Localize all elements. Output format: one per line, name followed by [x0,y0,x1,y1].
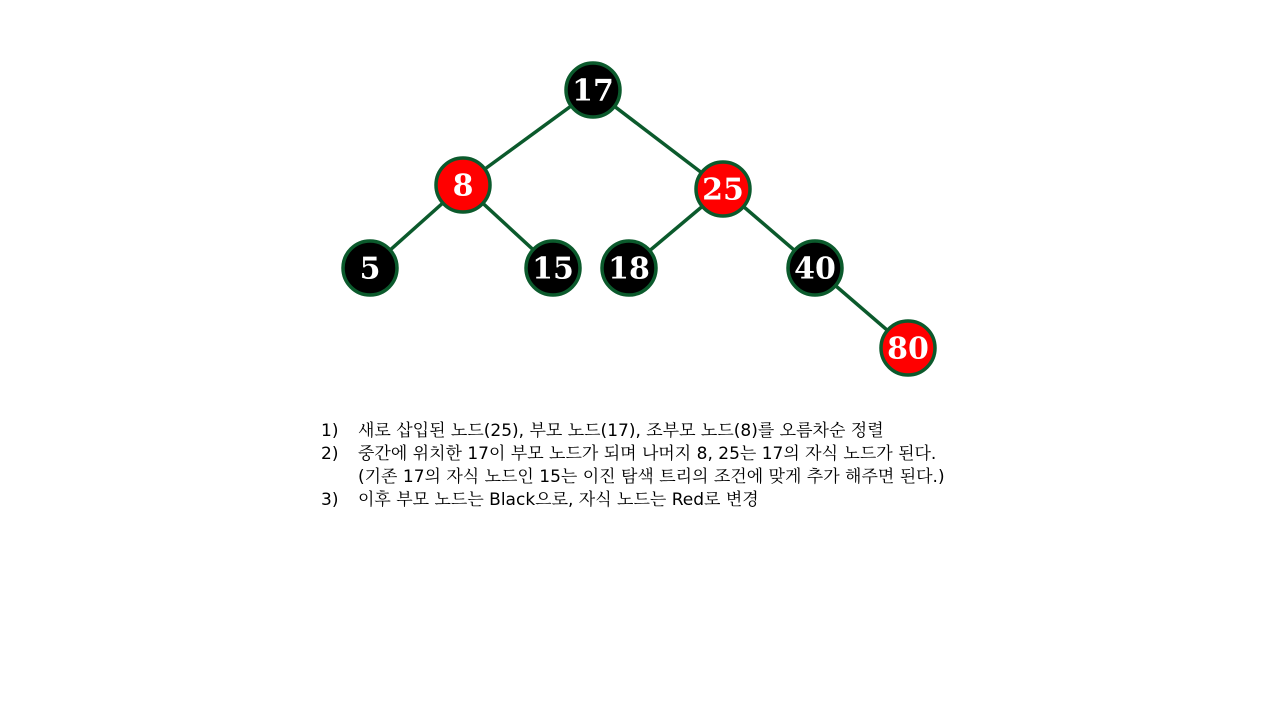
tree-node-18 [602,241,656,295]
explanation-list [321,420,961,512]
step-2 [321,443,961,489]
node-label: 5 [359,251,381,287]
node-label: 40 [794,251,836,287]
tree-node-25 [696,162,750,216]
step-3 [321,489,961,512]
tree-node-80 [881,321,935,375]
node-label: 17 [572,73,614,109]
tree-node-17 [566,63,620,117]
step-2-text: 중간에 위치한 17이 부모 노드가 되며 나머지 8, 25는 17의 자식 노드가 된다. (기존 17의 자식 노드인 15는 이진 탐색 트리의 조건에 맞게 추가 해주면 된다.) [358,444,945,487]
tree-node-15 [526,241,580,295]
step-1-text: 새로 삽입된 노드(25), 부모 노드(17), 조부모 노드(8)를 오름차순 정렬 [358,421,884,441]
node-label: 25 [702,172,744,208]
step-2-number: 2) [321,444,339,464]
tree-node-8 [436,158,490,212]
node-label: 8 [452,168,474,204]
node-label: 80 [887,331,929,367]
node-label: 15 [532,251,574,287]
tree-edges [370,90,908,348]
tree-nodes [343,63,935,375]
step-1-number: 1) [321,421,339,441]
tree-node-40 [788,241,842,295]
step-3-number: 3) [321,490,339,510]
tree-node-5 [343,241,397,295]
step-1 [321,420,961,443]
node-label: 18 [608,251,650,287]
step-3-text: 이후 부모 노드는 Black으로, 자식 노드는 Red로 변경 [358,490,759,510]
